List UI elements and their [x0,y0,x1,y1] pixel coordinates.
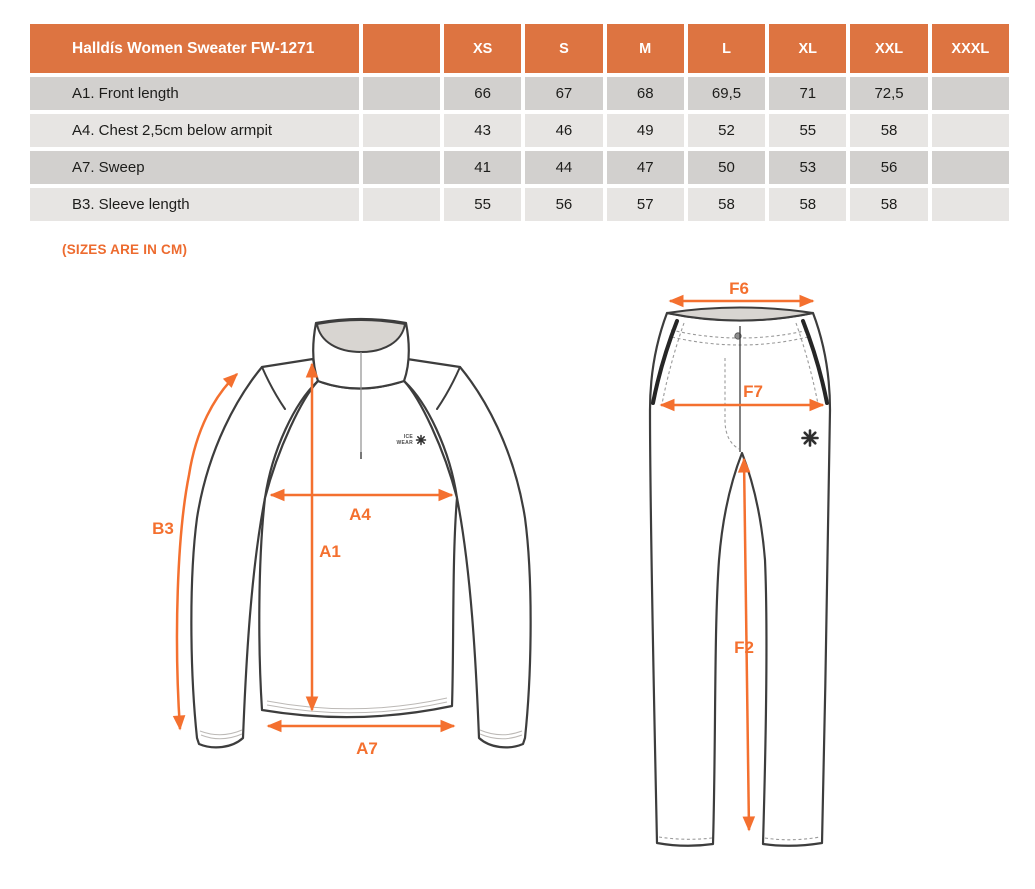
size-value-cell: 55 [444,188,521,221]
size-value-cell: 58 [688,188,765,221]
size-column-header: L [688,24,765,73]
row-spacer-cell [363,114,440,147]
size-value-cell: 55 [769,114,846,147]
size-value-cell: 49 [607,114,684,147]
a1-label: A1 [319,542,341,561]
size-value-cell [932,151,1009,184]
sweater-diagram [152,319,530,758]
f2-label: F2 [734,638,754,657]
a7-label: A7 [356,739,378,758]
size-value-cell: 43 [444,114,521,147]
size-value-cell: 47 [607,151,684,184]
size-column-header: XL [769,24,846,73]
size-value-cell: 41 [444,151,521,184]
a4-label: A4 [349,505,371,524]
pants-diagram [650,279,830,846]
size-value-cell: 71 [769,77,846,110]
sweater-body [259,381,457,717]
row-label: A4. Chest 2,5cm below armpit [30,114,359,147]
row-label: B3. Sleeve length [30,188,359,221]
measurement-diagrams [0,270,1035,889]
size-value-cell [932,77,1009,110]
row-label: A7. Sweep [30,151,359,184]
size-value-cell: 67 [525,77,602,110]
row-spacer-cell [363,77,440,110]
size-value-cell: 52 [688,114,765,147]
size-value-cell: 72,5 [850,77,927,110]
size-value-cell: 58 [850,188,927,221]
f7-label: F7 [743,382,763,401]
sizes-unit-note: (SIZES ARE IN CM) [62,242,188,257]
table-title: Halldís Women Sweater FW-1271 [30,24,359,73]
b3-label: B3 [152,519,174,538]
header-spacer-cell [363,24,440,73]
size-column-header: XXL [850,24,927,73]
row-spacer-cell [363,188,440,221]
logo-text-line2: WEAR [396,440,413,446]
size-value-cell: 53 [769,151,846,184]
snowflake-icon [417,436,426,445]
logo-text-line1: ICE [403,434,413,440]
size-column-header: XXXL [932,24,1009,73]
size-value-cell: 69,5 [688,77,765,110]
size-value-cell: 66 [444,77,521,110]
size-value-cell: 58 [769,188,846,221]
size-value-cell: 57 [607,188,684,221]
size-value-cell: 46 [525,114,602,147]
f6-label: F6 [729,279,749,298]
size-column-header: S [525,24,602,73]
size-column-header: XS [444,24,521,73]
size-value-cell: 56 [850,151,927,184]
size-value-cell [932,188,1009,221]
size-value-cell: 68 [607,77,684,110]
size-value-cell: 44 [525,151,602,184]
row-label: A1. Front length [30,77,359,110]
size-value-cell: 56 [525,188,602,221]
snowflake-icon [803,431,818,446]
size-column-header: M [607,24,684,73]
row-spacer-cell [363,151,440,184]
size-value-cell: 58 [850,114,927,147]
size-value-cell: 50 [688,151,765,184]
size-value-cell [932,114,1009,147]
size-table [30,24,1009,221]
